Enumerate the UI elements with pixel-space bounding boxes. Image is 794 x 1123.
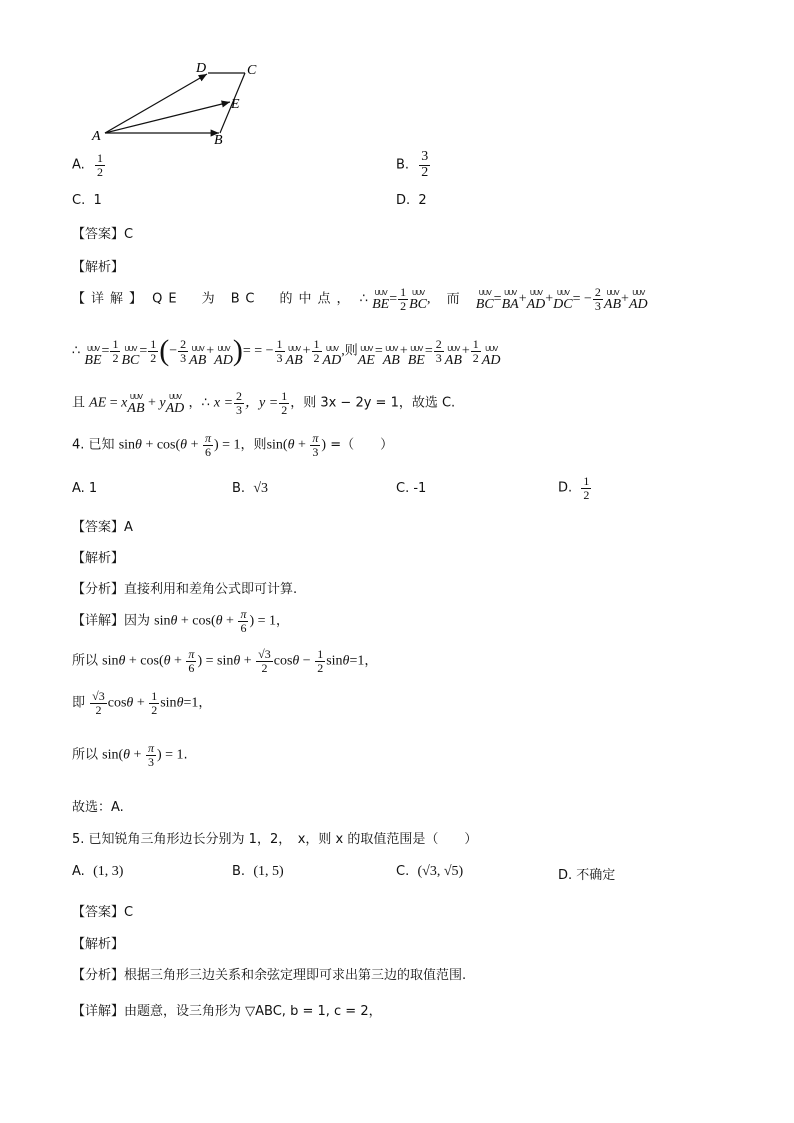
q4-choose: 故选：A. xyxy=(72,800,124,815)
q5-option-c: C. (√3, √5) xyxy=(396,864,464,879)
q4-stem: 4. 已知 sinθ + cos(θ + $\frac{\pi}{6}$ ) = 1，则sin(θ + $\frac{\pi}{3}$ ) =（ ） xyxy=(72,431,394,459)
q3-option-a: A. $\frac{1}{2}$ xyxy=(72,151,103,179)
q5-detail: 【详解】由题意，设三角形为 ▽ABC, b = 1, c = 2， xyxy=(72,1004,382,1019)
q3-detail-line-3: 且 AE = x UUV AB + y UUV AD ，∴ x = $\frac{2}{3}$ ，y = $\frac{1}{2}$ ，则 3x − 2y = 1，故选 C. xyxy=(72,389,456,417)
label-a: A xyxy=(92,129,101,144)
q5-fenxi: 【分析】根据三角形三边关系和余弦定理即可求出第三边的取值范围. xyxy=(72,968,467,983)
q3-option-d: D. 2 xyxy=(396,193,427,208)
label-c: C xyxy=(247,63,257,78)
vector-ad xyxy=(105,74,207,133)
q4-detail-line-2: 所以 sinθ + cos(θ + $\frac{\pi}{6}$ ) = sinθ + $\frac{√3}{2}$ cosθ − $\frac{1}{2}$ sinθ=1， xyxy=(72,647,378,675)
q4-option-c: C. -1 xyxy=(396,481,427,496)
label-d: D xyxy=(196,61,207,76)
vector-ae xyxy=(105,102,230,133)
q5-stem: 5. 已知锐角三角形边长分别为 1，2， x，则 x 的取值范围是（ ） xyxy=(72,832,478,847)
q4-option-a: A. 1 xyxy=(72,481,98,496)
q5-option-a: A. (1, 3) xyxy=(72,864,124,879)
q3-option-c: C. 1 xyxy=(72,193,102,208)
q4-detail-line-1: 【详解】因为 sinθ + cos(θ + $\frac{\pi}{6}$ ) = 1， xyxy=(72,607,290,635)
q3-option-b: B. $\frac{3}{2}$ xyxy=(396,149,429,180)
q3-answer: 【答案】C xyxy=(72,227,134,242)
q5-analysis-heading: 【解析】 xyxy=(72,937,125,952)
q4-fenxi: 【分析】直接利用和差角公式即可计算. xyxy=(72,582,298,597)
q4-detail-line-4: 所以 sin(θ + $\frac{\pi}{3}$ ) = 1. xyxy=(72,741,188,769)
q5-answer: 【答案】C xyxy=(72,905,134,920)
q4-detail-line-3: 即 $\frac{√3}{2}$ cosθ + $\frac{1}{2}$ sinθ=1， xyxy=(72,689,212,717)
q3-detail-line-1: 【详解】 QE 为 BC 的中点， ∴ UUV BE = $\frac{1}{2}$ UUV BC , 而 UUV BC = UUV BA + UUV AD + UUV DC = − $\frac{2}{3}$ UUV AB + UUV AD xyxy=(72,285,648,313)
q3-analysis-heading: 【解析】 xyxy=(72,260,125,275)
q4-answer: 【答案】A xyxy=(72,520,133,535)
label-b: B xyxy=(214,133,223,148)
q5-option-d: D. 不确定 xyxy=(558,868,616,883)
q4-option-b: B. √3 xyxy=(232,481,269,496)
parallelogram-figure xyxy=(90,58,270,150)
q5-option-b: B. (1, 5) xyxy=(232,864,284,879)
label-e: E xyxy=(231,97,240,112)
q4-option-d: D. $\frac{1}{2}$ xyxy=(558,474,590,502)
q4-analysis-heading: 【解析】 xyxy=(72,551,125,566)
q3-detail-line-2: ∴ UUV BE = $\frac{1}{2}$ UUV BC = $\frac{1}{2}$ (− $\frac{2}{3}$ UUV AB + UUV AD )= = − $\frac{1}{3}$ UUV AB + $\frac{1}{2}$ UUV AD ,则 UUV AE = UUV AB + UUV BE = $\frac{2}{3}$ UUV AB + $\frac{1}{2}$ UUV AD xyxy=(72,334,501,368)
